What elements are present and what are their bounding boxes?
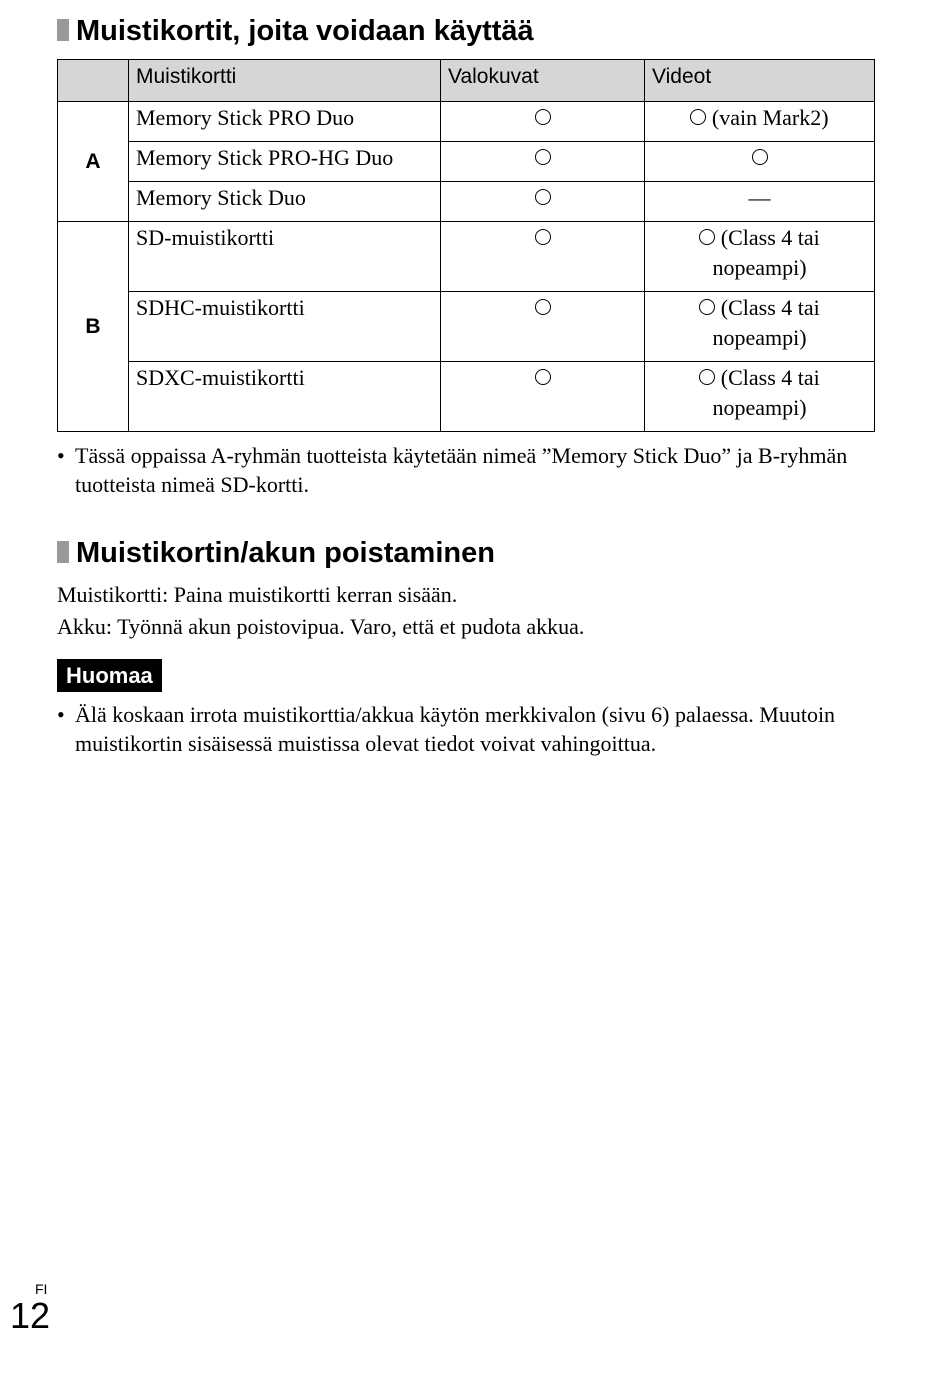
table-row	[58, 362, 875, 432]
header-group	[58, 60, 129, 102]
card-name: SD-muistikortti	[129, 222, 441, 292]
circle-mark-icon	[535, 189, 551, 205]
circle-mark-icon	[690, 109, 706, 125]
videos-cell	[645, 362, 875, 432]
heading-bar-icon	[57, 19, 69, 41]
bullet-note-warning	[57, 700, 867, 758]
note-badge: Huomaa	[57, 659, 162, 692]
videos-text: (Class 4 tai nopeampi)	[712, 365, 820, 420]
language-code: FI	[35, 1281, 48, 1297]
videos-text: (vain Mark2)	[711, 105, 829, 130]
circle-mark-icon	[699, 369, 715, 385]
table-row	[58, 182, 875, 222]
section-title: Muistikortin/akun poistaminen	[76, 537, 495, 569]
circle-mark-icon	[535, 149, 551, 165]
videos-cell	[645, 142, 875, 182]
bullet-note-naming	[57, 441, 867, 499]
instruction-battery: Akku: Työnnä akun poistovipua. Varo, että et pudota akkua.	[57, 614, 585, 639]
table-row	[58, 142, 875, 182]
heading-bar-icon	[57, 541, 69, 563]
card-name: Memory Stick Duo	[129, 182, 441, 222]
videos-text: (Class 4 tai nopeampi)	[712, 295, 820, 350]
header-card: Muistikortti	[129, 60, 441, 102]
memory-card-table	[57, 59, 875, 432]
circle-mark-icon	[752, 149, 768, 165]
section-heading-memory-cards	[57, 14, 534, 48]
photos-cell	[441, 292, 645, 362]
table-row	[58, 292, 875, 362]
header-photos: Valokuvat	[441, 60, 645, 102]
section-title: Muistikortit, joita voidaan käyttää	[76, 15, 534, 47]
section-heading-removal	[57, 536, 495, 570]
photos-cell	[441, 362, 645, 432]
card-name: Memory Stick PRO Duo	[129, 102, 441, 142]
bullet-icon: •	[57, 702, 65, 727]
circle-mark-icon	[535, 299, 551, 315]
group-label: A	[58, 102, 129, 222]
circle-mark-icon	[699, 229, 715, 245]
videos-cell	[645, 292, 875, 362]
videos-cell	[645, 182, 875, 222]
table-row	[58, 102, 875, 142]
photos-cell	[441, 222, 645, 292]
note-text: Tässä oppaissa A-ryhmän tuotteista käytetään nimeä ”Memory Stick Duo” ja B-ryhmän tuotteista nimeä SD-kortti.	[75, 443, 848, 497]
table-row	[58, 222, 875, 292]
circle-mark-icon	[699, 299, 715, 315]
photos-cell	[441, 182, 645, 222]
page-number: 12	[10, 1295, 51, 1336]
bullet-icon: •	[57, 443, 65, 468]
videos-cell	[645, 102, 875, 142]
circle-mark-icon	[535, 109, 551, 125]
circle-mark-icon	[535, 369, 551, 385]
videos-text: (Class 4 tai nopeampi)	[712, 225, 820, 280]
videos-text: —	[748, 185, 771, 210]
card-name: Memory Stick PRO-HG Duo	[129, 142, 441, 182]
table-header-row	[58, 60, 875, 102]
photos-cell	[441, 142, 645, 182]
note-text: Älä koskaan irrota muistikorttia/akkua käytön merkkivalon (sivu 6) palaessa. Muutoin muistikortin sisäisessä muistissa olevat tiedot voivat vahingoittua.	[75, 702, 836, 756]
instruction-memory-card: Muistikortti: Paina muistikortti kerran sisään.	[57, 582, 458, 607]
group-label: B	[58, 222, 129, 432]
card-name: SDHC-muistikortti	[129, 292, 441, 362]
header-videos: Videot	[645, 60, 875, 102]
photos-cell	[441, 102, 645, 142]
card-name: SDXC-muistikortti	[129, 362, 441, 432]
circle-mark-icon	[535, 229, 551, 245]
videos-cell	[645, 222, 875, 292]
